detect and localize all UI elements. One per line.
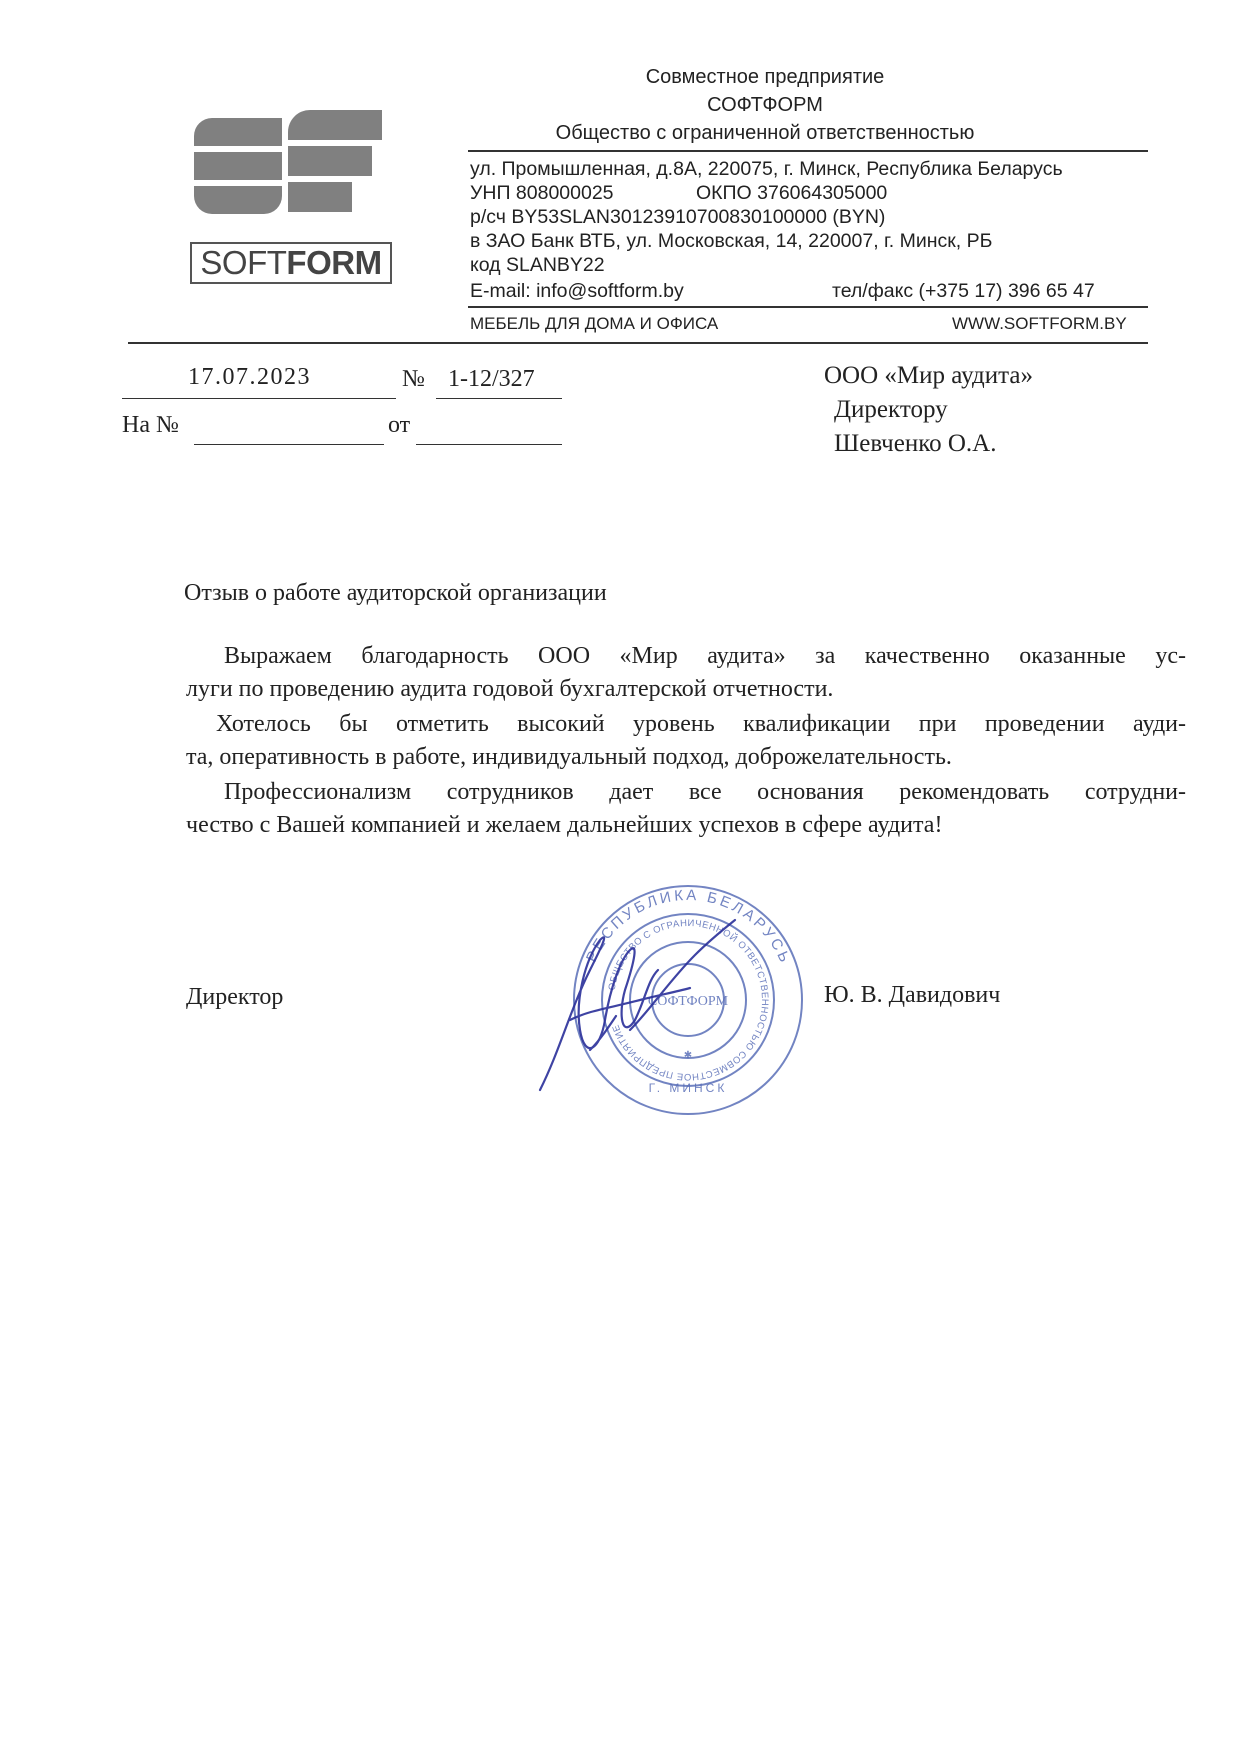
- logo-mark-bar: [194, 186, 282, 214]
- recipient-name: Шевченко О.А.: [834, 430, 997, 457]
- reference-underline: [194, 444, 384, 445]
- date-underline: [122, 398, 396, 399]
- company-phone: тел/факс (+375 17) 396 65 47: [832, 280, 1095, 302]
- letter-paragraph: [186, 640, 1186, 706]
- signatory-position: Директор: [186, 984, 284, 1010]
- reference-from-label: от: [388, 412, 411, 438]
- company-address: ул. Промышленная, д.8А, 220075, г. Минск, Республика Беларусь: [470, 158, 1063, 180]
- seal-center-text: СОФТФОРМ: [647, 994, 729, 1009]
- number-label: №: [402, 366, 425, 392]
- letter-subject: Отзыв о работе аудиторской организации: [184, 580, 607, 606]
- paragraph-line: та, оперативность в работе, индивидуальный подход, доброжелательность.: [186, 744, 952, 770]
- handwritten-signature: [530, 900, 750, 1100]
- letter-number: 1-12/327: [448, 366, 535, 392]
- company-website: WWW.SOFTFORM.BY: [952, 314, 1127, 333]
- bank-code: код SLANBY22: [470, 254, 605, 276]
- company-tagline: МЕБЕЛЬ ДЛЯ ДОМА И ОФИСА: [470, 314, 719, 333]
- recipient-position: Директору: [834, 396, 948, 423]
- logo-mark-bar: [194, 118, 282, 146]
- logo-mark-bar: [288, 182, 352, 212]
- recipient-org: ООО «Мир аудита»: [824, 362, 1033, 389]
- company-email: E-mail: info@softform.by: [470, 280, 684, 302]
- reference-from-underline: [416, 444, 562, 445]
- seal-city-text: Г. МИНСК: [648, 1081, 728, 1095]
- signatory-name: Ю. В. Давидович: [824, 982, 1001, 1008]
- paragraph-line: Выражаем благодарность ООО «Мир аудита» за качественно оказанные ус-: [224, 643, 1186, 669]
- org-name: СОФТФОРМ: [707, 94, 823, 116]
- org-type: Совместное предприятие: [645, 66, 885, 88]
- paragraph-line: Хотелось бы отметить высокий уровень квалификации при проведении ауди-: [216, 711, 1186, 737]
- seal-star-icon: ✱: [683, 1050, 693, 1061]
- number-underline: [436, 398, 562, 399]
- header-rule: [468, 306, 1148, 308]
- company-unp: УНП 808000025: [470, 182, 614, 204]
- letter-date: 17.07.2023: [188, 364, 311, 390]
- paragraph-line: луги по проведению аудита годовой бухгалтерской отчетности.: [186, 676, 834, 702]
- letter-paragraph: [186, 708, 1186, 774]
- logo-mark-bar: [288, 146, 372, 176]
- seal-inner-text: ОБЩЕСТВО С ОГРАНИЧЕННОЙ ОТВЕТСТВЕННОСТЬЮ СОВМЕСТНОЕ ПРЕДПРИЯТИЕ: [606, 917, 771, 1083]
- company-logo: [190, 110, 400, 290]
- header-bottom-rule: [128, 342, 1148, 344]
- paragraph-line: Профессионализм сотрудников дает все основания рекомендовать сотрудни-: [224, 779, 1186, 805]
- reference-label: На №: [122, 412, 179, 438]
- company-bank: в ЗАО Банк ВТБ, ул. Московская, 14, 220007, г. Минск, РБ: [470, 230, 993, 252]
- paragraph-line: чество с Вашей компанией и желаем дальнейших успехов в сфере аудита!: [186, 812, 943, 838]
- letter-paragraph: [186, 776, 1186, 842]
- company-okpo: ОКПО 376064305000: [696, 182, 888, 204]
- company-account: р/сч BY53SLAN30123910700830100000 (BYN): [470, 206, 886, 228]
- logo-wordmark: SOFTFORM: [190, 242, 392, 284]
- header-rule: [468, 150, 1148, 152]
- org-form: Общество с ограниченной ответственностью: [555, 122, 975, 144]
- logo-mark-bar: [194, 152, 282, 180]
- logo-mark-bar: [288, 110, 382, 140]
- seal-outer-text: РЕСПУБЛИКА БЕЛАРУСЬ: [583, 886, 795, 968]
